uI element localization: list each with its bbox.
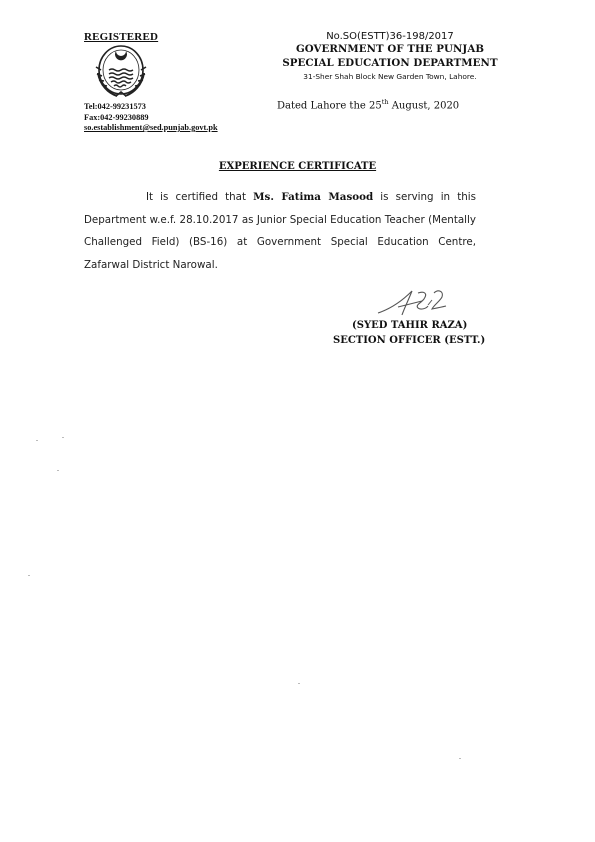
issue-date bbox=[277, 98, 459, 111]
registered-label: REGISTERED bbox=[84, 31, 159, 43]
certificate-body bbox=[84, 186, 476, 276]
scan-speck bbox=[298, 683, 300, 684]
scan-speck bbox=[57, 470, 59, 471]
employee-name: Ms. Fatima Masood bbox=[253, 191, 374, 203]
scan-speck bbox=[36, 440, 38, 441]
scan-speck bbox=[62, 437, 64, 438]
scan-speck bbox=[459, 758, 461, 759]
body-text-details: is serving in this Department w.e.f. 28.10.2017 as Junior Special Education Teacher (Mentally Challenged Field) (BS-16) at Government Special Education Centre, Zafarwal District Narowal. bbox=[84, 191, 476, 271]
department-heading: SPECIAL EDUCATION DEPARTMENT bbox=[282, 57, 498, 69]
dated-prefix: Dated Lahore the 25 bbox=[277, 100, 382, 112]
office-address: 31-Sher Shah Block New Garden Town, Lahore. bbox=[303, 72, 477, 81]
scan-speck bbox=[28, 575, 30, 576]
signatory-designation: SECTION OFFICER (ESTT.) bbox=[333, 335, 486, 346]
certificate-title: EXPERIENCE CERTIFICATE bbox=[218, 161, 377, 172]
email-address: so.establishment@sed.punjab.govt.pk bbox=[84, 123, 218, 132]
handwritten-signature-icon bbox=[368, 283, 468, 325]
reference-number: No.SO(ESTT)36-198/2017 bbox=[326, 31, 454, 42]
contact-block bbox=[84, 102, 218, 134]
body-text-intro: It is certified that bbox=[146, 191, 254, 203]
punjab-government-emblem-icon bbox=[90, 43, 152, 101]
fax: Fax:042-99230889 bbox=[84, 112, 149, 122]
dated-suffix: August, 2020 bbox=[388, 100, 460, 112]
signatory-name: (SYED TAHIR RAZA) bbox=[352, 320, 468, 331]
telephone: Tel:042-99231573 bbox=[84, 102, 146, 111]
dated-superscript: th bbox=[381, 98, 389, 106]
government-heading: GOVERNMENT OF THE PUNJAB bbox=[295, 43, 485, 55]
